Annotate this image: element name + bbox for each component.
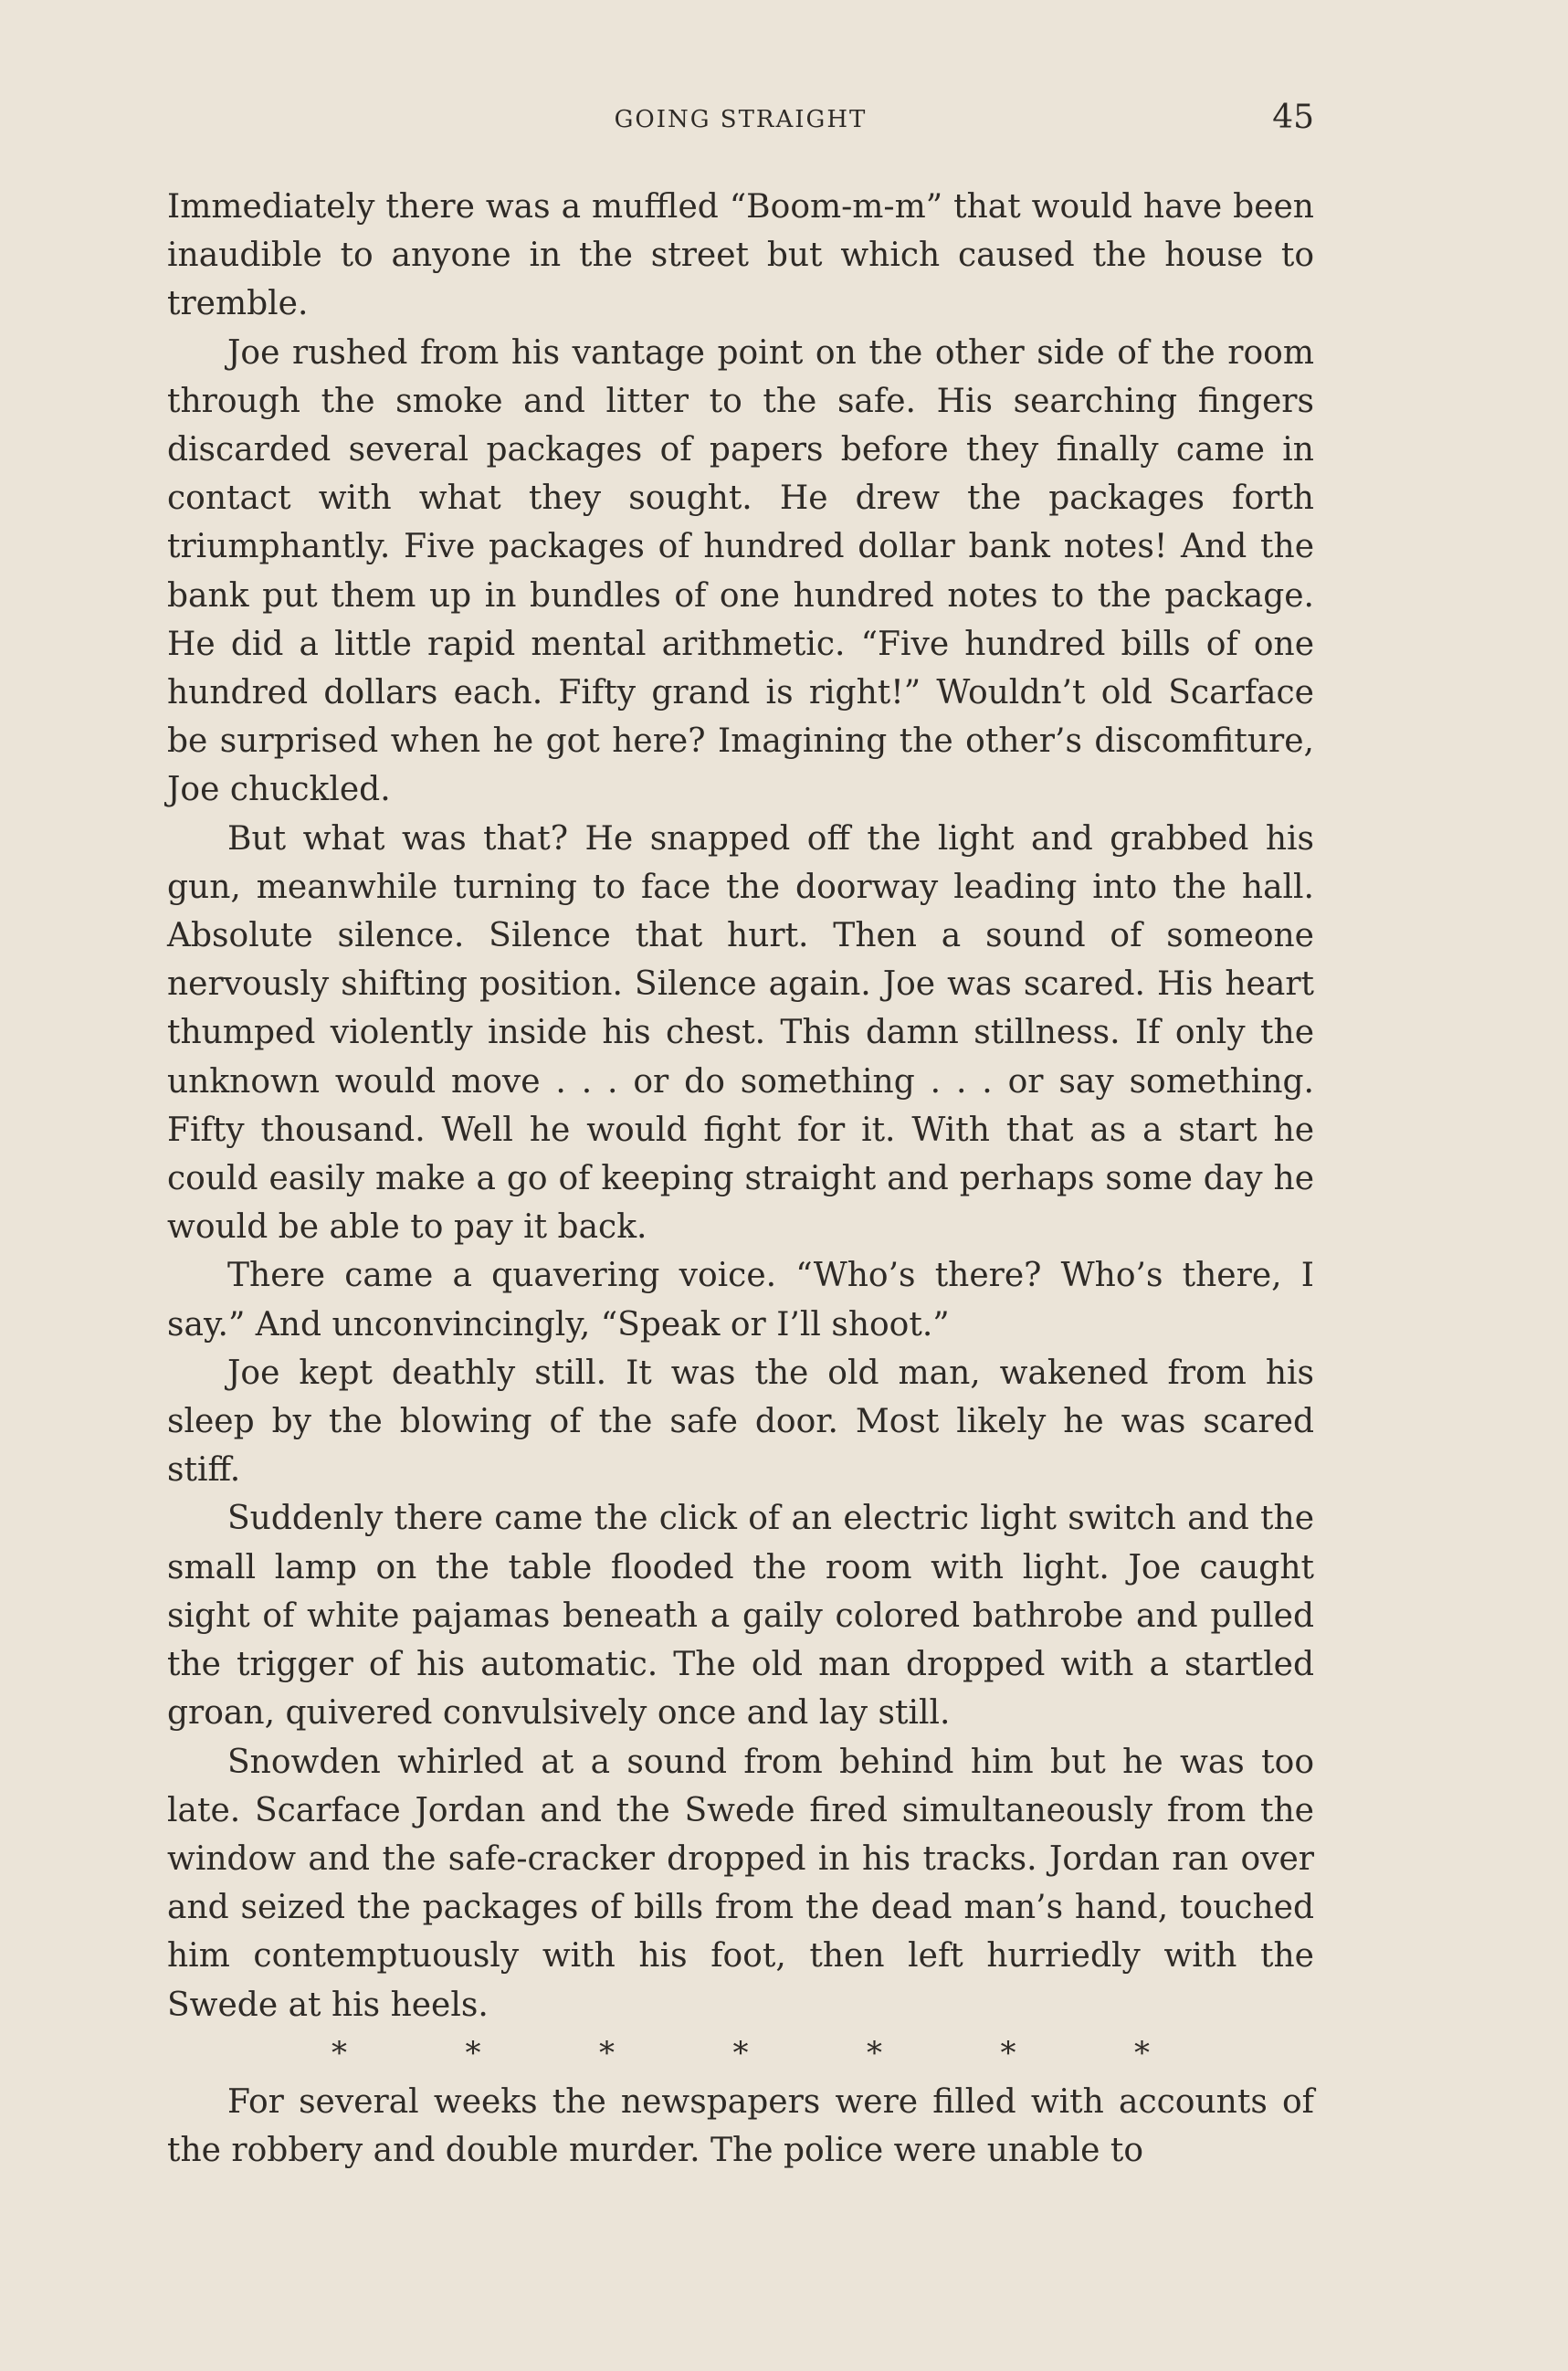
body-text: [167, 183, 1314, 2175]
paragraph: There came a quavering voice. “Who’s there? Who’s there, I say.” And unconvincingly, “Speak or I’ll shoot.”: [167, 1257, 1314, 1344]
separator-asterisk: *: [867, 2034, 882, 2071]
paragraph: Joe rushed from his vantage point on the other side of the room through the smoke and litter to the safe. His searching fingers discarded several packages of papers before they finally came in contact with what they sought. He drew the packages forth triumphantly. Five packages of hundred dollar bank notes! And the bank put them up in bundles of one hundred notes to the package. He did a little rapid mental arithmetic. “Five hundred bills of one hundred dollars each. Fifty grand is right!” Wouldn’t old Scarface be surprised when he got here? Imagining the other’s discomfiture, Joe chuckled.: [167, 333, 1314, 809]
paragraph: Snowden whirled at a sound from behind him but he was too late. Scarface Jordan and the Swede fired simultaneously from the window and the safe-cracker dropped in his tracks. Jordan ran over and seized the packages of bills from the dead man’s hand, touched him contemptuously with his foot, then left hurriedly with the Swede at his heels.: [167, 1743, 1314, 2024]
paragraph: Suddenly there came the click of an electric light switch and the small lamp on the table flooded the room with light. Joe caught sight of white pajamas beneath a gaily colored bathrobe and pulled the trigger of his automatic. The old man dropped with a startled groan, quivered convulsively once and lay still.: [167, 1500, 1314, 1733]
paragraph: Joe kept deathly still. It was the old man, wakened from his sleep by the blowing of the safe door. Most likely he was scared stiff.: [167, 1354, 1314, 1490]
separator-asterisk: *: [1134, 2034, 1150, 2071]
closing-paragraph: For several weeks the newspapers were filled with accounts of the robbery and double murder. The police were unable to: [167, 2082, 1314, 2169]
running-title: GOING STRAIGHT: [614, 106, 868, 133]
section-separator: [167, 2029, 1314, 2078]
page-number: 45: [1272, 99, 1314, 136]
separator-asterisk: *: [599, 2034, 615, 2071]
separator-asterisk: *: [331, 2034, 347, 2071]
separator-asterisk: *: [1000, 2034, 1016, 2071]
paragraph: But what was that? He snapped off the light and grabbed his gun, meanwhile turning to face the doorway leading into the hall. Absolute silence. Silence that hurt. Then a sound of someone nervously shifting position. Silence again. Joe was scared. His heart thumped violently inside his chest. This damn stillness. If only the unknown would move . . . or do something . . . or say something. Fifty thousand. Well he would fight for it. With that as a start he could easily make a go of keeping straight and perhaps some day he would be able to pay it back.: [167, 819, 1314, 1247]
separator-asterisk: *: [732, 2034, 749, 2071]
paragraph: Immediately there was a muffled “Boom-m-m” that would have been inaudible to anyone in the street but which caused the house to tremble.: [167, 188, 1314, 323]
running-head: [167, 99, 1314, 144]
separator-asterisk: *: [465, 2034, 481, 2071]
